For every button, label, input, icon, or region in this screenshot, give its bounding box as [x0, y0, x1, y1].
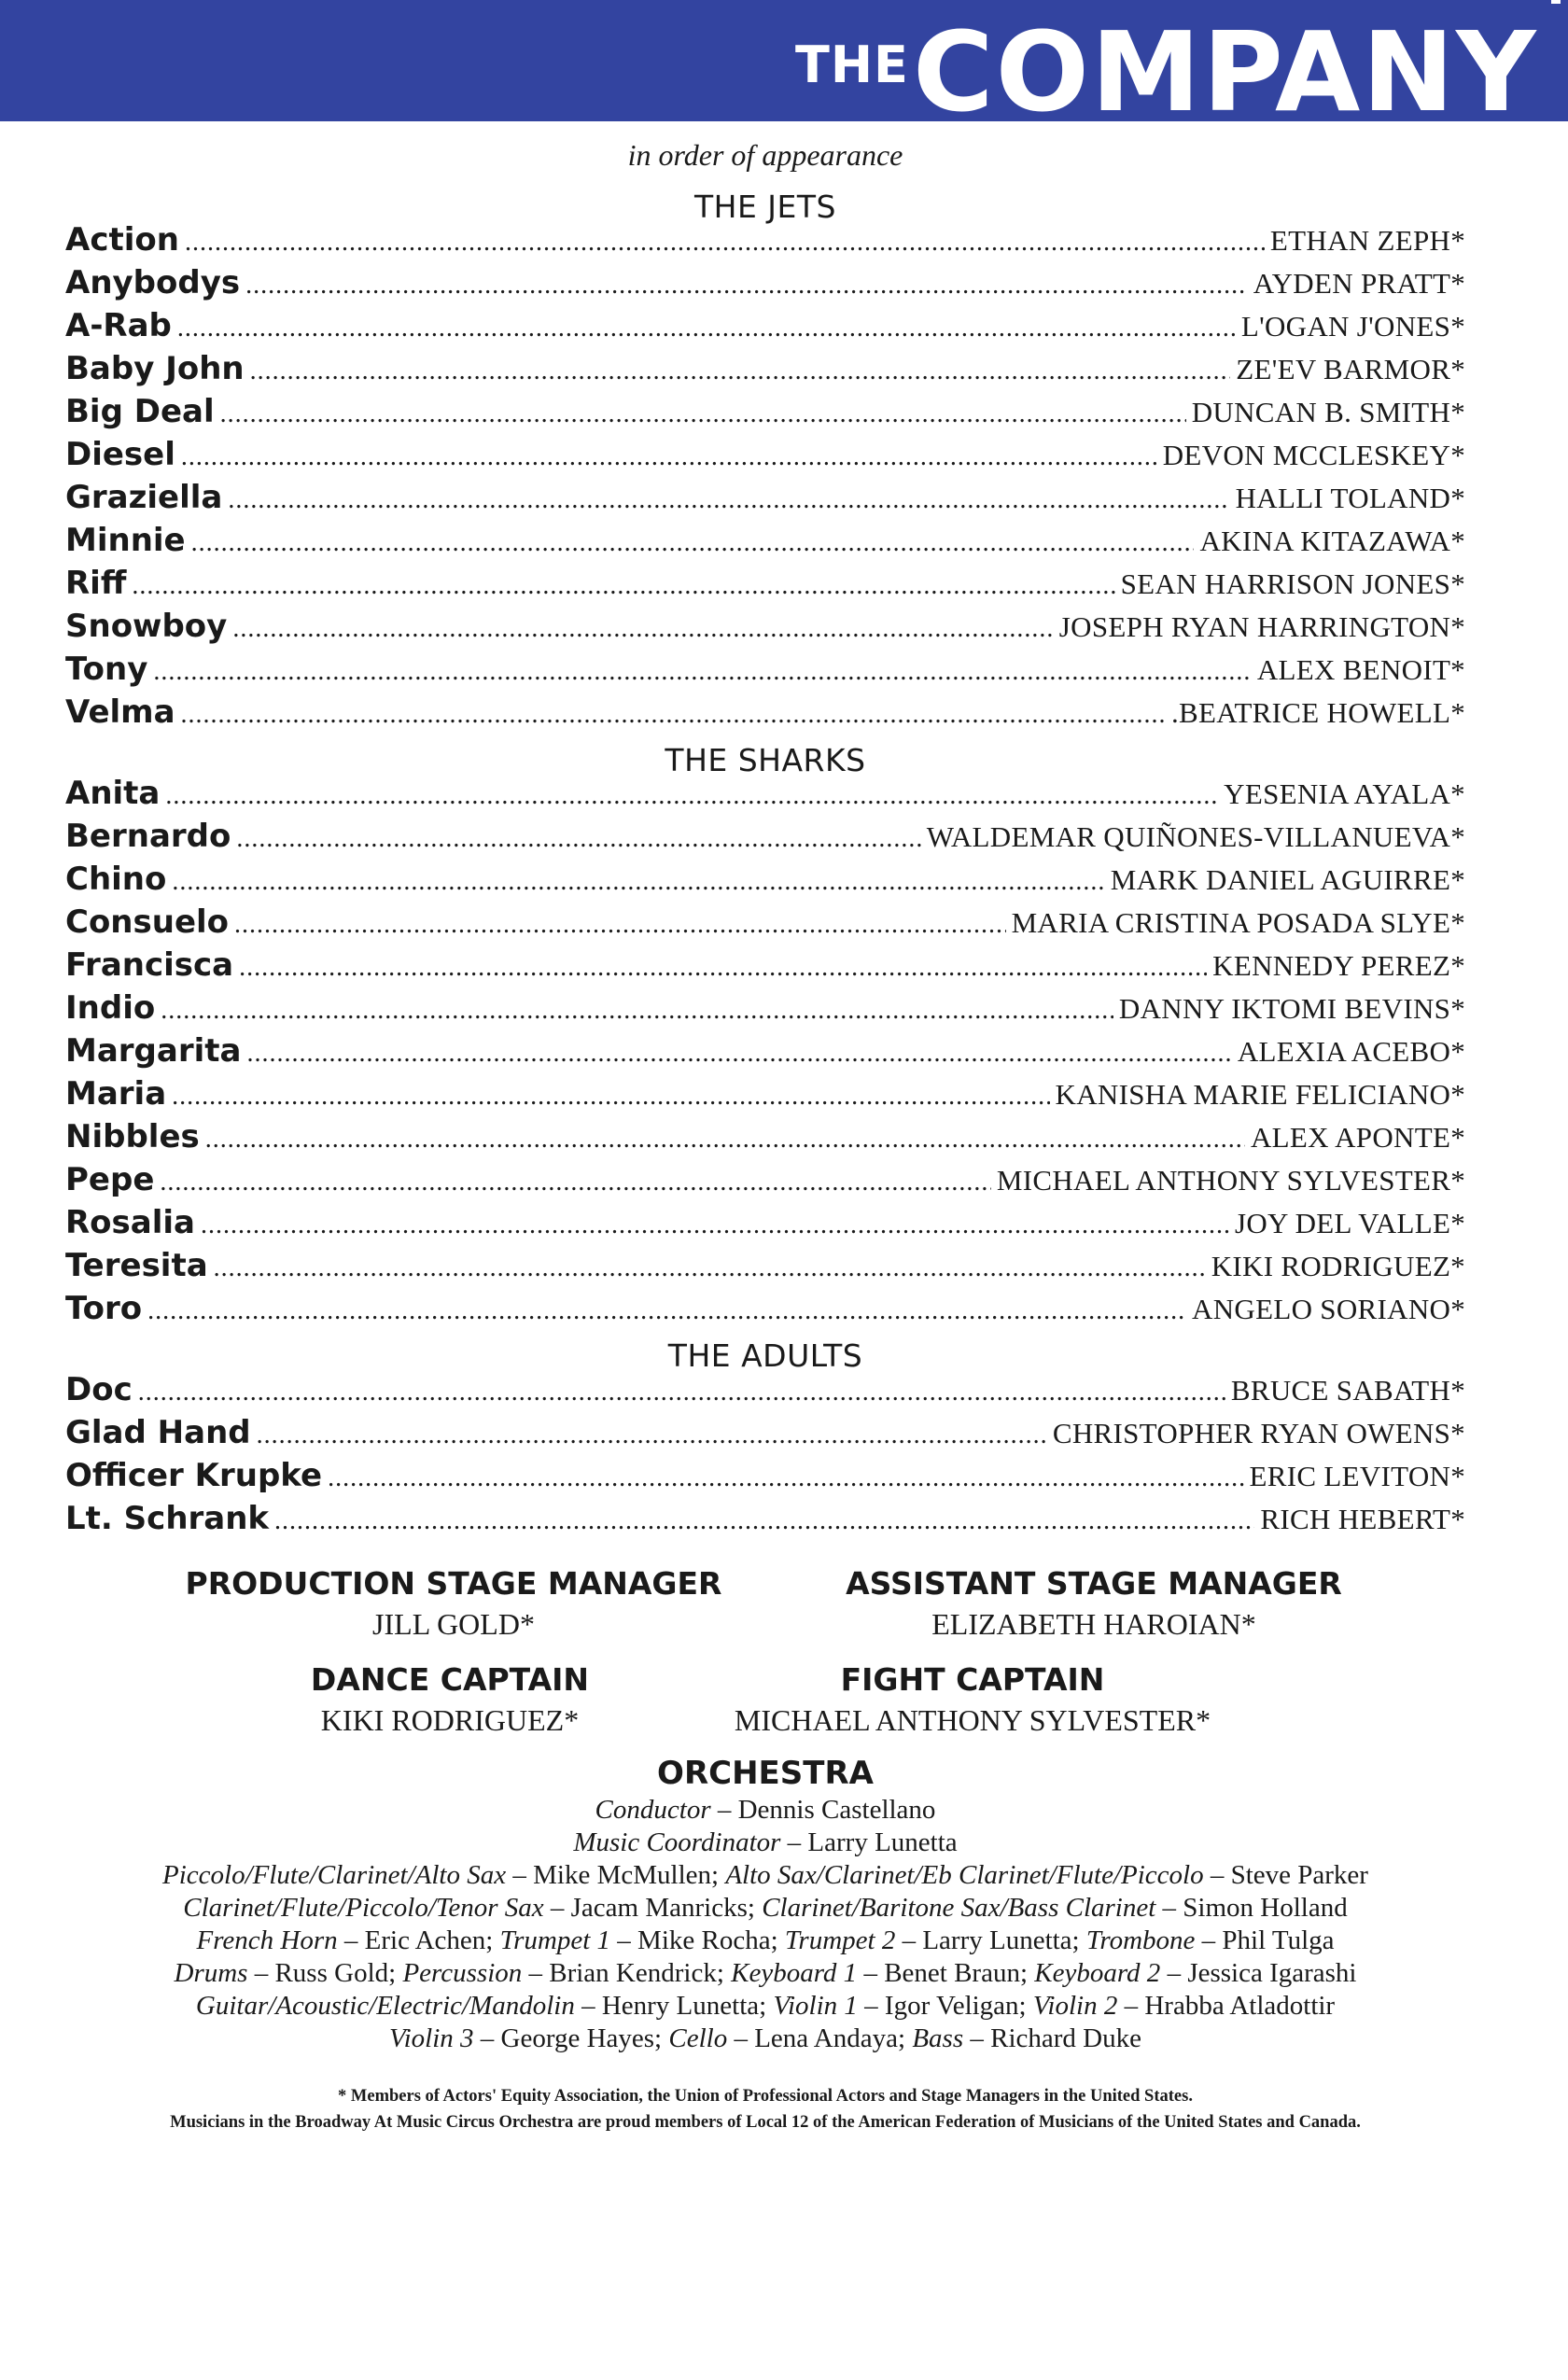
instrument-label: Conductor: [595, 1795, 711, 1825]
cast-role: Glad Hand: [65, 1414, 251, 1451]
musician-text: – Brian Kendrick;: [522, 1958, 732, 1988]
orchestra-line: [0, 1925, 1531, 1957]
cast-row: [65, 1029, 1465, 1072]
musician-text: – Steve Parker: [1203, 1860, 1368, 1890]
footnote-equity: * Members of Actors' Equity Association, the Union of Professional Actors and Stage Managers in the United States.: [338, 2087, 1193, 2106]
cast-row: [65, 304, 1465, 347]
orchestra-credits: [0, 1794, 1531, 2055]
cast-actor: CHRISTOPHER RYAN OWENS*: [1052, 1417, 1465, 1449]
dot-leader: [234, 903, 1006, 946]
cast-row: [65, 987, 1465, 1029]
cast-row: [65, 1368, 1465, 1411]
header-company: COMPANY: [913, 7, 1538, 136]
cast-row: [65, 261, 1465, 304]
cast-role: Indio: [65, 989, 156, 1027]
cast-row: [65, 648, 1465, 691]
cast-list-jets: [65, 218, 1465, 734]
cast-list-sharks: [65, 772, 1465, 1330]
musician-text: – Larry Lunetta: [780, 1827, 958, 1857]
instrument-label: Trumpet 1: [499, 1925, 611, 1955]
cast-role: Anybodys: [65, 264, 241, 301]
cast-actor: ALEXIA ACEBO*: [1237, 1035, 1465, 1068]
cast-actor: MARK DANIEL AGUIRRE*: [1110, 863, 1465, 896]
dot-leader: [201, 1204, 1229, 1247]
cast-role: Consuelo: [65, 903, 230, 941]
staff-production-stage-manager: [146, 1565, 762, 1642]
musician-text: – Igor Veligan;: [857, 1991, 1033, 2021]
cast-role: Officer Krupke: [65, 1457, 323, 1494]
instrument-label: Keyboard 1: [731, 1958, 858, 1988]
cast-actor: JOSEPH RYAN HARRINGTON*: [1058, 610, 1465, 643]
cast-role: Big Deal: [65, 393, 215, 430]
cast-row: [65, 605, 1465, 648]
cast-role: Maria: [65, 1075, 167, 1113]
staff-title: DANCE CAPTAIN: [310, 1661, 590, 1698]
musician-text: – Benet Braun;: [857, 1958, 1035, 1988]
cast-role: Lt. Schrank: [65, 1500, 270, 1537]
staff-name: MICHAEL ANTHONY SYLVESTER*: [734, 1703, 1211, 1737]
dot-leader: [138, 1371, 1225, 1414]
instrument-label: Keyboard 2: [1034, 1958, 1161, 1988]
cast-row: [65, 476, 1465, 519]
musician-text: – Mike Rocha;: [610, 1925, 785, 1955]
cast-actor: JOY DEL VALLE*: [1234, 1207, 1465, 1239]
cast-list-adults: [65, 1368, 1465, 1540]
cast-row: [65, 815, 1465, 858]
cast-row: [65, 1072, 1465, 1115]
cast-role: Margarita: [65, 1032, 242, 1070]
cast-role: Anita: [65, 775, 161, 812]
cast-actor: YESENIA AYALA*: [1224, 777, 1465, 810]
dot-leader: [257, 1414, 1047, 1457]
cast-row: [65, 1158, 1465, 1201]
cast-role: Teresita: [65, 1247, 208, 1284]
instrument-label: Alto Sax/Clarinet/Eb Clarinet/Flute/Piccolo: [725, 1860, 1204, 1890]
cast-role: Tony: [65, 651, 148, 688]
dot-leader: [220, 393, 1186, 436]
dot-leader: [132, 565, 1114, 608]
cast-actor: AKINA KITAZAWA*: [1199, 525, 1465, 557]
musician-text: – Mike McMullen;: [506, 1860, 726, 1890]
musician-text: – Hrabba Atladottir: [1117, 1991, 1336, 2021]
dot-leader: [185, 221, 1265, 264]
staff-title: PRODUCTION STAGE MANAGER: [185, 1565, 722, 1602]
cast-role: Pepe: [65, 1161, 155, 1198]
instrument-label: Violin 1: [773, 1991, 858, 2021]
instrument-label: Drums: [174, 1958, 248, 1988]
musician-text: – Richard Duke: [963, 2023, 1141, 2053]
instrument-label: Piccolo/Flute/Clarinet/Alto Sax: [162, 1860, 507, 1890]
musician-text: – Phil Tulga: [1195, 1925, 1335, 1955]
cast-actor: L'OGAN J'ONES*: [1240, 310, 1465, 343]
cast-role: Francisca: [65, 946, 234, 984]
dot-leader: [232, 608, 1053, 651]
dot-leader: [245, 264, 1248, 307]
cast-role: Rosalia: [65, 1204, 195, 1241]
dot-leader: [250, 350, 1231, 393]
orchestra-line: [0, 2023, 1531, 2055]
orchestra-line: [0, 1957, 1531, 1990]
cast-actor: MICHAEL ANTHONY SYLVESTER*: [996, 1164, 1465, 1197]
instrument-label: Trumpet 2: [784, 1925, 896, 1955]
cast-row: [65, 218, 1465, 261]
musician-text: – Jacam Manricks;: [543, 1893, 763, 1923]
cast-actor: AYDEN PRATT*: [1253, 267, 1465, 300]
cast-actor: KIKI RODRIGUEZ*: [1211, 1250, 1465, 1282]
cast-actor: ETHAN ZEPH*: [1269, 224, 1465, 257]
cast-actor: HALLI TOLAND*: [1235, 482, 1465, 514]
cast-actor: ZE'EV BARMOR*: [1236, 353, 1465, 385]
cast-role: Doc: [65, 1371, 133, 1408]
cast-row: [65, 519, 1465, 562]
dot-leader: [205, 1118, 1245, 1161]
cast-role: Bernardo: [65, 818, 231, 855]
instrument-label: Guitar/Acoustic/Electric/Mandolin: [195, 1991, 575, 2021]
instrument-label: Clarinet/Flute/Piccolo/Tenor Sax: [183, 1893, 544, 1923]
cast-actor: SEAN HARRISON JONES*: [1120, 567, 1465, 600]
staff-fight-captain: [665, 1661, 1281, 1738]
cast-actor: RICH HEBERT*: [1260, 1503, 1465, 1535]
orchestra-title: ORCHESTRA: [657, 1755, 874, 1792]
staff-title: ASSISTANT STAGE MANAGER: [846, 1565, 1342, 1602]
dot-leader: [147, 1290, 1186, 1333]
staff-name: JILL GOLD*: [372, 1607, 535, 1641]
cast-actor: MARIA CRISTINA POSADA SLYE*: [1011, 906, 1465, 939]
musician-text: – Jessica Igarashi: [1160, 1958, 1357, 1988]
cast-actor: .BEATRICE HOWELL*: [1170, 696, 1465, 729]
instrument-label: Cello: [668, 2023, 728, 2053]
cast-role: Snowboy: [65, 608, 228, 645]
cast-actor: DANNY IKTOMI BEVINS*: [1118, 992, 1465, 1025]
dot-leader: [165, 775, 1218, 818]
cast-role: Minnie: [65, 522, 186, 559]
musician-text: – Dennis Castellano: [710, 1795, 936, 1825]
cast-actor: ANGELO SORIANO*: [1192, 1293, 1465, 1325]
cast-row: [65, 1497, 1465, 1540]
cast-actor: KENNEDY PEREZ*: [1212, 949, 1465, 982]
section-title-jets: THE JETS: [693, 189, 836, 225]
cast-row: [65, 1201, 1465, 1244]
dot-leader: [274, 1500, 1254, 1543]
dot-leader: [214, 1247, 1206, 1290]
instrument-label: Bass: [912, 2023, 964, 2053]
cast-role: Toro: [65, 1290, 143, 1327]
instrument-label: Trombone: [1085, 1925, 1196, 1955]
cast-row: [65, 901, 1465, 944]
instrument-label: Clarinet/Baritone Sax/Bass Clarinet: [762, 1893, 1156, 1923]
cast-row: [65, 691, 1465, 734]
orchestra-line: [0, 1990, 1531, 2023]
cast-role: Baby John: [65, 350, 245, 387]
cast-role: A-Rab: [65, 307, 172, 344]
cast-row: [65, 772, 1465, 815]
banner-corner-mark: [1551, 0, 1561, 4]
dot-leader: [177, 307, 1236, 350]
dot-leader: [246, 1032, 1231, 1075]
section-title-adults: THE ADULTS: [667, 1337, 863, 1374]
dot-leader: [236, 818, 920, 861]
cast-actor: KANISHA MARIE FELICIANO*: [1055, 1078, 1465, 1111]
orchestra-line: [0, 1794, 1531, 1827]
cast-row: [65, 562, 1465, 605]
dot-leader: [160, 1161, 991, 1204]
dot-leader: [153, 651, 1251, 693]
instrument-label: Percussion: [402, 1958, 523, 1988]
musician-text: – Henry Lunetta;: [574, 1991, 774, 2021]
musician-text: – Russ Gold;: [247, 1958, 403, 1988]
section-title-sharks: THE SHARKS: [665, 742, 866, 778]
cast-row: [65, 1244, 1465, 1287]
cast-role: Chino: [65, 861, 167, 898]
cast-actor: ALEX BENOIT*: [1256, 653, 1465, 686]
cast-role: Nibbles: [65, 1118, 200, 1155]
cast-row: [65, 1287, 1465, 1330]
header-the: THE: [795, 35, 909, 94]
dot-leader: [228, 479, 1229, 522]
staff-name: ELIZABETH HAROIAN*: [931, 1607, 1256, 1641]
cast-row: [65, 1411, 1465, 1454]
dot-leader: [172, 861, 1104, 903]
cast-actor: DEVON MCCLESKEY*: [1162, 439, 1465, 471]
cast-row: [65, 433, 1465, 476]
dot-leader: [239, 946, 1207, 989]
dot-leader: [161, 989, 1113, 1032]
cast-actor: WALDEMAR QUIÑONES-VILLANUEVA*: [926, 820, 1465, 853]
instrument-label: Violin 2: [1032, 1991, 1118, 2021]
cast-role: Velma: [65, 693, 175, 731]
cast-row: [65, 858, 1465, 901]
footnote-musicians: Musicians in the Broadway At Music Circus Orchestra are proud members of Local 12 of the American Federation of Musicians of the United States and Canada.: [170, 2113, 1361, 2132]
instrument-label: Violin 3: [389, 2023, 474, 2053]
instrument-label: Music Coordinator: [573, 1827, 781, 1857]
musician-text: – Eric Achen;: [337, 1925, 500, 1955]
staff-assistant-stage-manager: [786, 1565, 1402, 1642]
cast-row: [65, 1454, 1465, 1497]
cast-actor: BRUCE SABATH*: [1230, 1374, 1465, 1407]
dot-leader: [191, 522, 1195, 565]
musician-text: – Simon Holland: [1155, 1893, 1348, 1923]
cast-row: [65, 1115, 1465, 1158]
musician-text: – Larry Lunetta;: [895, 1925, 1086, 1955]
cast-actor: ALEX APONTE*: [1250, 1121, 1465, 1154]
dot-leader: [328, 1457, 1243, 1500]
orchestra-line: [0, 1892, 1531, 1925]
cast-row: [65, 944, 1465, 987]
cast-role: Diesel: [65, 436, 175, 473]
cast-role: Graziella: [65, 479, 223, 516]
cast-actor: ERIC LEVITON*: [1249, 1460, 1465, 1492]
cast-role: Riff: [65, 565, 127, 602]
cast-role: Action: [65, 221, 179, 259]
dot-leader: [181, 436, 1157, 479]
cast-actor: DUNCAN B. SMITH*: [1191, 396, 1465, 428]
orchestra-line: [0, 1859, 1531, 1892]
orchestra-line: [0, 1827, 1531, 1859]
musician-text: – George Hayes;: [473, 2023, 669, 2053]
header-banner: [0, 0, 1568, 136]
cast-row: [65, 347, 1465, 390]
instrument-label: French Horn: [196, 1925, 338, 1955]
musician-text: – Lena Andaya;: [727, 2023, 913, 2053]
dot-leader: [181, 693, 1166, 736]
page-subtitle: in order of appearance: [627, 138, 903, 172]
staff-title: FIGHT CAPTAIN: [840, 1661, 1105, 1698]
staff-name: KIKI RODRIGUEZ*: [320, 1703, 580, 1737]
cast-row: [65, 390, 1465, 433]
dot-leader: [172, 1075, 1049, 1118]
